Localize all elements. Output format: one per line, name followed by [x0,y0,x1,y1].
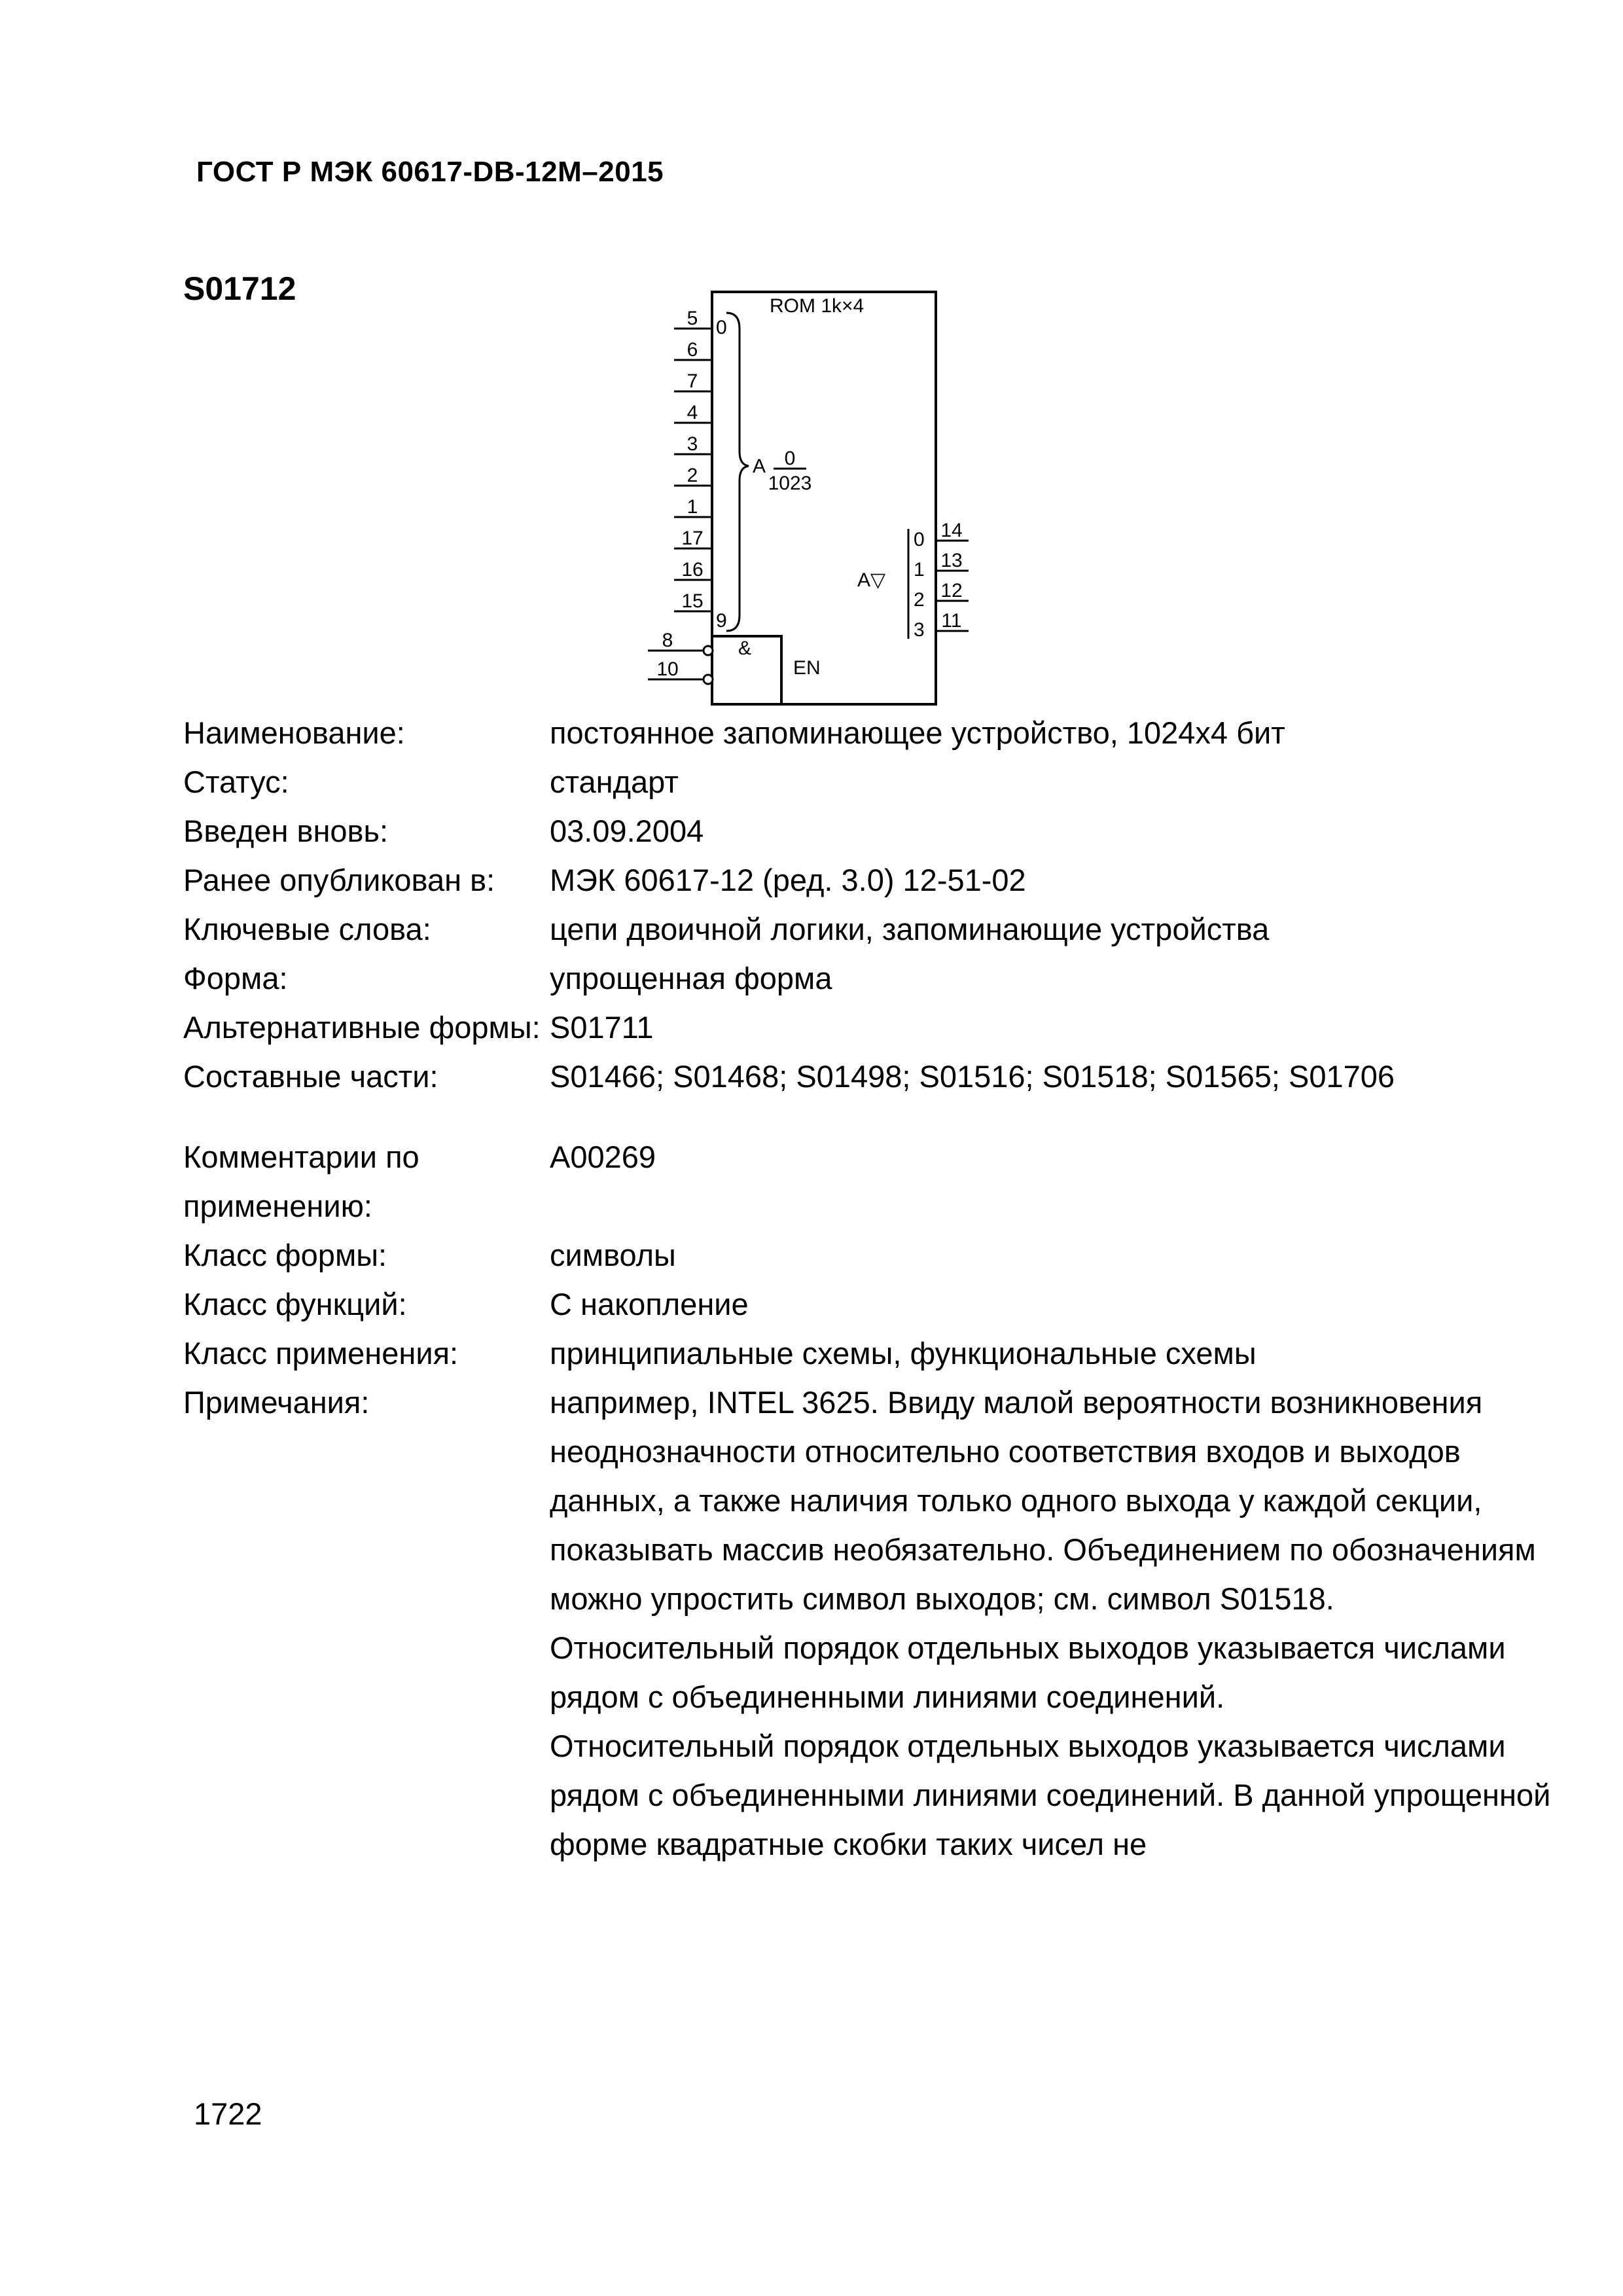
output-bit: 2 [914,589,925,611]
property-row-status [183,757,1571,806]
address-pin: 1 [687,496,698,518]
property-label: Составные части: [183,1059,438,1094]
output-label: A▽ [857,569,886,591]
address-bit-last: 9 [716,610,727,632]
address-label: A [753,456,766,477]
property-label: Альтернативные формы: [183,1010,541,1045]
property-value: символы [550,1238,676,1272]
property-label: Форма: [183,961,288,996]
address-range-top: 0 [784,448,796,469]
property-value: цепи двоичной логики, запоминающие устройства [550,912,1270,946]
address-pin-numbers [681,308,703,612]
property-value: S01466; S01468; S01498; S01516; S01518; S01565; S01706 [550,1059,1395,1094]
address-bracket [726,313,749,631]
note-paragraph: Относительный порядок отдельных выходов указывается числами рядом с объединенными линиями соединений. В данной упрощенной форме квадратные скобки таких чисел не [550,1729,1551,1861]
property-label: Статус: [183,764,289,799]
property-row-application-comments [183,1132,1571,1230]
property-row-notes [183,1378,1571,1869]
property-label: Класс функций: [183,1287,407,1321]
output-bit: 0 [914,529,925,550]
property-label: Ключевые слова: [183,912,431,946]
address-pin: 4 [687,402,698,423]
standard-title: ГОСТ Р МЭК 60617-DB-12M–2015 [196,156,664,188]
property-row-alternative-forms [183,1003,1571,1052]
note-paragraph: Относительный порядок отдельных выходов указывается числами рядом с объединенными линиями соединений. [550,1630,1506,1714]
property-label: Наименование: [183,715,405,750]
property-label: Класс формы: [183,1238,387,1272]
page-number: 1722 [194,2096,262,2131]
property-row-form [183,954,1571,1003]
property-label: Комментарии по применению: [183,1139,419,1223]
block-title: ROM 1k×4 [770,295,865,317]
property-row-introduced [183,806,1571,855]
output-pin: 12 [940,580,963,601]
output-pin: 13 [940,550,963,571]
property-row-published-in [183,855,1571,905]
property-value: 03.09.2004 [550,814,704,848]
property-row-name [183,708,1571,757]
property-value: S01711 [550,1010,654,1045]
enable-label: EN [793,657,821,679]
and-label: & [738,637,752,659]
address-pin: 7 [687,370,698,392]
property-value: упрощенная форма [550,961,832,996]
output-bit: 3 [914,619,925,641]
property-label: Примечания: [183,1385,370,1420]
property-value: A00269 [550,1139,656,1174]
rom-symbol-figure [641,281,969,713]
properties-table [183,708,1571,1869]
address-pin: 15 [681,590,704,612]
property-value: С накопление [550,1287,749,1321]
output-pin: 14 [940,520,963,541]
property-row-function-class [183,1280,1571,1329]
address-range-bottom: 1023 [768,473,812,494]
property-label: Класс применения: [183,1336,459,1371]
property-value: стандарт [550,764,679,799]
property-row-components [183,1052,1571,1101]
note-paragraph: например, INTEL 3625. Ввиду малой вероятности возникновения неоднозначности относительно соответствия входов и выходов данных, а также наличия только одного выхода у каждой секции, показывать массив необязательно. Объединением по обозначениям можно упростить символ выходов; см. символ S01518. [550,1385,1536,1616]
address-pin: 5 [687,308,698,329]
address-bit-first: 0 [716,317,727,338]
output-pin: 11 [941,610,962,632]
property-row-keywords [183,905,1571,954]
symbol-id: S01712 [183,270,296,307]
address-pin: 16 [681,559,704,581]
property-label: Ранее опубликован в: [183,863,495,897]
enable-pin: 8 [662,630,673,651]
property-value: МЭК 60617-12 (ред. 3.0) 12-51-02 [550,863,1026,897]
property-label: Введен вновь: [183,814,389,848]
property-value [550,1378,1571,1869]
address-pin: 6 [687,339,698,361]
enable-pin: 10 [656,658,679,680]
address-pin: 2 [687,465,698,486]
property-row-form-class [183,1230,1571,1280]
property-row-application-class [183,1329,1571,1378]
property-value: принципиальные схемы, функциональные схемы [550,1336,1257,1371]
output-bit: 1 [914,559,925,581]
property-value: постоянное запоминающее устройство, 1024x4 бит [550,715,1285,750]
address-pin: 17 [681,528,704,549]
address-pin: 3 [687,433,698,455]
